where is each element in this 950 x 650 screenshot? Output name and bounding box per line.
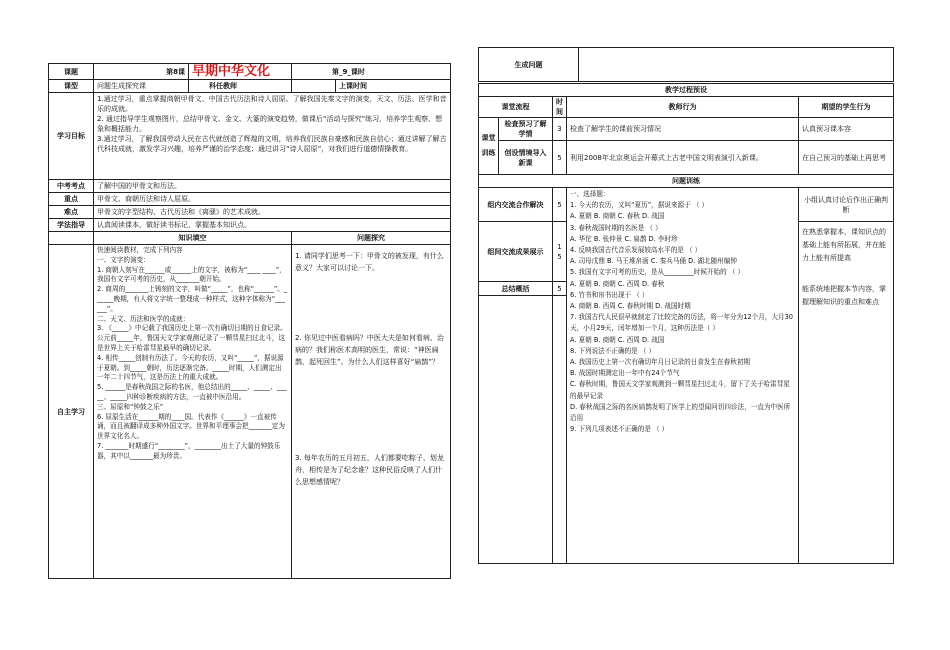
goal-item: 1.通过学习，重点掌握商朝甲骨文、中国古代历法和诗人屈原。了解我国先秦文字的演变，天文、历法、医学和音乐的成就。 bbox=[97, 95, 447, 113]
teacher-action: 检查了解学生的课前预习情况 bbox=[567, 118, 799, 141]
exam-label: 中考考点 bbox=[49, 180, 94, 193]
inquiry-header: 问题探究 bbox=[292, 232, 451, 245]
header-time: 时间 bbox=[553, 97, 567, 118]
method-label: 学法指导 bbox=[49, 219, 94, 232]
header-flow: 课堂流程 bbox=[479, 97, 553, 118]
training-title: 问题训练 bbox=[479, 175, 894, 188]
lesson-title: 早期中华文化 bbox=[189, 64, 292, 80]
classroom-training-label: 课堂训练 bbox=[479, 118, 499, 175]
teacher-label: 科任教师 bbox=[189, 80, 292, 93]
flow-item: 创设情境导入新课 bbox=[499, 141, 553, 175]
time-value: 5 bbox=[553, 282, 567, 296]
knowledge-header: 知识填空 bbox=[94, 232, 292, 245]
type-label: 课型 bbox=[49, 80, 94, 93]
goal-item: 3.通过学习，了解我国劳动人民在古代就创造了辉煌的文明，培养我们民族自豪感和民族自信心；通过讲解了解古代科技成就，激发学习兴趣，培养严谨的治学态度；通过讲习“诗人屈原”，对我们进行道德情操教育。 bbox=[97, 135, 447, 153]
flow-item: 检查预习了解学情 bbox=[499, 118, 553, 141]
time-value: 3 bbox=[553, 118, 567, 141]
left-lesson-table bbox=[48, 63, 451, 579]
student-behavior: 在熟悉掌握本，课知识点的基础上能有所拓展，并在能力上能有所提高 bbox=[802, 228, 886, 262]
generated-problems-label: 生成问题 bbox=[479, 48, 579, 82]
topic-label: 课题 bbox=[49, 64, 94, 80]
process-title: 教学过程预设 bbox=[479, 84, 894, 97]
generated-problems-table bbox=[478, 47, 894, 82]
goal-item: 2. 通过指导学生观察图片，总结甲骨文、金文、大篆的演变趋势，做课后“活动与探究”练习，培养学生观察、想象和概括能力。 bbox=[97, 115, 443, 133]
knowledge-fill-blanks: 快速阅读教材，完成下列内容 一、文字的演变： 1. 商朝人刻写在______或______上的文字，被称为“____ ____”，我国有文字可考的历史，从_______朝开始。 2. 商周的_______上铸刻的文字，叫做“_____”，也称“______”。______晚期，有人将文字统一整理成一种样式，这种字体称为“______”。 二、天文、历法和医学的成就： 3. 《_____》中记载了我国历史上第一次有确切日期的日食记录。公元前_____年，鲁国天文学家观测记录了一颗彗星扫过北斗，这是世界上关于哈雷彗星最早的确切记录。 4. 相传_____创制有历法了。今天的农历，又叫“_____”，据说源于夏朝。到_____朝时，历法逐渐完备。_____时期，人们测定出一年二十四节气，这是历法上的重大成就。 5. ______是春秋战国之际的名医，他总结出的_____、_____、_____、_____四种诊断疾病的方法，一直被中医沿用。 三、屈原和“钟鼓之乐” 6. 屈原生活在______期的____国。代表作《______》一直被传诵，而且被翻译成多种外国文字。世界和平理事会把_______定为世界文化名人。 7. _______时期盛行“________”，________出土了大量的钟鼓乐器，其中以_______最为珍贵。 bbox=[94, 245, 292, 579]
exercise-questions: 一、选择题： 1. 今天的农历，又叫“夏历”，据说来源于 （ ） A. 夏朝 B. 商朝 C. 春秋 D. 战国 3. 春秋战国时期的名医是 （ ） A. 华佗 B. 张仲景 C. 扁鹊 D. 李时珍 4. 反映我国古代音乐发展较高水平的是 （ ） A. 司母戊鼎 B. 马王堆帛画 C. 秦兵马俑 D. 湖北随州编钟 5. 我国有文字可考的历史，是从_________时候开始的 （ ） A. 夏朝 B. 商朝 C. 西周 D. 春秋 6. 竹书和帛书出现于 （ ） A. 商朝 B. 西周 C. 春秋时期 D. 战国时期 7. 我国古代人民很早就制定了比较完备的历法，将一年分为12个月，大月30天，小月29天，闰年增加一个月，这种历法是（ ） A. 夏朝 B. 商朝 C. 西周 D. 战国 8. 下列说法不正确的是 （ ） A. 我国历史上第一次有确切年月日记录的日食发生在春秋初期 B. 战国时期测定出一年中有24个节气 C. 春秋时期，鲁国天文学家观测到一颗彗星扫过北斗，留下了关于哈雷彗星的最早记录 D. 春秋战国之际的名医扁鹊发明了医学上的望闻问切四诊法，一直为中医所沿用 9. 下列几项表述不正确的是 （ ） bbox=[567, 188, 799, 564]
inquiry-questions bbox=[292, 245, 451, 579]
goals-content bbox=[94, 93, 451, 180]
flow-item: 总结概括 bbox=[479, 282, 553, 296]
teacher-action: 利用2008年北京奥运会开幕式上古老中国文明表演引入新课。 bbox=[567, 141, 799, 175]
flow-item: 组间交流成果展示 bbox=[479, 222, 553, 282]
goals-label: 学习目标 bbox=[49, 93, 94, 180]
student-behavior: 认真预习课本容 bbox=[799, 118, 894, 141]
flow-item: 组内交流合作解决 bbox=[479, 188, 553, 222]
difficulty-label: 难点 bbox=[49, 206, 94, 219]
method-text: 认真阅读课本，做好读书标记，掌握基本知识点。 bbox=[94, 219, 451, 232]
lesson-type: 问题生成探究课 bbox=[94, 80, 189, 93]
header-student: 期望的学生行为 bbox=[799, 97, 894, 118]
inquiry-question: 2. 你见过中医看病吗？中医大夫是如何看病、治病的？我们称医术高明的医生，常说：“神医扁鹊，起死回生”。为什么人们这样喜好“扁鹊”？ bbox=[295, 334, 444, 366]
key-text: 甲骨文、商朝历法和诗人屈原。 bbox=[94, 193, 451, 206]
student-behavior: 在自己预习的基础上再思考 bbox=[799, 141, 894, 175]
header-teacher: 教师行为 bbox=[567, 97, 799, 118]
teaching-process-table bbox=[478, 83, 894, 564]
student-behavior: 能系统地把握本节内容，掌握理解知识的重点和难点 bbox=[802, 285, 886, 306]
lesson-period: 第_9_课时 bbox=[292, 64, 451, 80]
lesson-number: 第8课 bbox=[94, 64, 189, 80]
time-value: 5 bbox=[553, 188, 567, 222]
key-label: 重点 bbox=[49, 193, 94, 206]
self-study-label: 自主学习 bbox=[49, 245, 94, 579]
inquiry-question: 1. 请同学们思考一下：甲骨文的被发现，有什么意义？大家可以讨论一下。 bbox=[295, 252, 444, 272]
student-behavior: 小组认真讨论后作出正确判断 bbox=[799, 188, 894, 222]
time-value: 5 bbox=[553, 141, 567, 175]
time-value: 15 bbox=[553, 222, 567, 282]
date-label: 上课时间 bbox=[336, 80, 451, 93]
inquiry-question: 3. 每年农历的五月初五，人们都要吃粽子、划龙舟，相传是为了纪念谁？这种民俗反映了人们什么思想感情呢？ bbox=[295, 454, 444, 486]
exam-text: 了解中国的甲骨文和历法。 bbox=[94, 180, 451, 193]
difficulty-text: 甲骨文的字型结构、古代历法和《离骚》的艺术成就。 bbox=[94, 206, 451, 219]
